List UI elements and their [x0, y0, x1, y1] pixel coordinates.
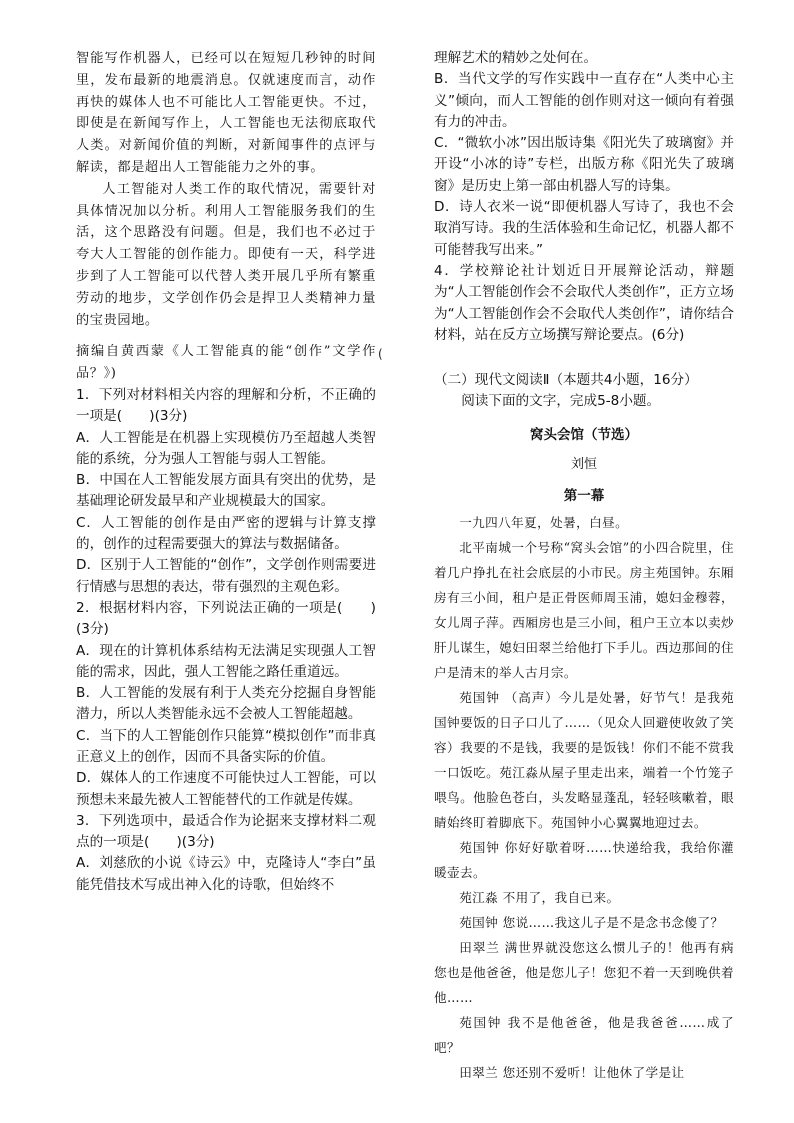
script-paragraph: 田翠兰 满世界就没您这么惯儿子的！他再有病您也是他爸爸，他是您儿子！您犯不着一天到晚供着他…… — [434, 939, 734, 1005]
question-4: 4．学校辩论社计划近日开展辩论活动，辩题为“人工智能创作会不会取代人类创作”，正方立场为“人工智能创作会不会取代人类创作”，请你结合材料，站在反方立场撰写辩论要点。(6分) — [434, 262, 734, 343]
passage-paragraph: 人工智能对人类工作的取代情况，需要针对具体情况加以分析。利用人工智能服务我们的生活，这个思路没有问题。但是，我们也不必过于夸大人工智能的创作能力。即使有一天，科学进步到了人工智能可以代替人类开展几乎所有繁重劳动的地步，文学创作仍会是捍卫人类精神力量的宝贵园地。 — [76, 181, 376, 328]
play-author: 刘恒 — [570, 456, 597, 472]
passage-paragraph: 智能写作机器人，已经可以在短短几秒钟的时间里，发布最新的地震消息。仅就速度而言，动作再快的媒体人也不可能比人工智能更快。不过，即使是在新闻写作上，人工智能也无法彻底取代人类。对新闻价值的判断，对新闻事件的点评与解读，都是超出人工智能能力之外的事。 — [76, 51, 376, 175]
left-column — [76, 48, 376, 896]
script-paragraph: 苑江淼 不用了，我自已来。 — [459, 889, 620, 905]
script-paragraph: 苑国钟 我不是他爸爸，他是我爸爸……成了吧？ — [434, 1014, 734, 1055]
play-title: 窝头会馆（节选） — [530, 426, 638, 443]
option-a: A．人工智能是在机器上实现模仿乃至超越人类智能的系统，分为强人工智能与弱人工智能。 — [76, 429, 376, 467]
option-d: D．诗人衣米一说“即便机器人写诗了，我也不会取消写诗。我的生活体验和生命记忆，机器人都不可能替我写出来。” — [434, 199, 734, 258]
script-paragraph: 田翠兰 您还别不爱听！让他休了学是让 — [459, 1064, 685, 1080]
option-a-continuation: 理解艺术的精妙之处何在。 — [434, 50, 598, 66]
option-a: A．刘慈欣的小说《诗云》中，克隆诗人“李白”虽能凭借技术写成出神入化的诗歌，但始终不 — [76, 855, 376, 893]
option-a: A．现在的计算机体系结构无法满足实现强人工智能的需求，因此，强人工智能之路任重道远。 — [76, 642, 376, 680]
question-stem: 3．下列选项中，最适合作为论据来支撑材料二观点的一项是( )(3分) — [76, 812, 376, 851]
option-b: B．人工智能的发展有利于人类充分挖掘自身智能潜力，所以人类智能永远不会被人工智能超越。 — [76, 685, 376, 723]
script-paragraph: 苑国钟 您说……我这儿子是不是念书念傻了？ — [459, 914, 724, 930]
passage-source: 摘编自黄西蒙《人工智能真的能“创作”文学作品？》) — [76, 344, 376, 382]
script-paragraph: 苑国钟 （高声）今儿是处暑，好节气！是我苑国钟要饭的日子口儿了……（见众人回避使收敛了笑容）我要的不是钱，我要的是饭钱！你们不能不赏我一口饭吃。苑江淼从屋子里走出来，端着一个竹笼子喂鸟。他脸色苍白，头发略显蓬乱，轻轻咳嗽着，眼睛始终盯着脚底下。苑国钟小心翼翼地迎过去。 — [434, 689, 734, 830]
option-c: C．人工智能的创作是由严密的逻辑与计算支撑的，创作的过程需要强大的算法与数据储备。 — [76, 514, 376, 553]
option-b: B．中国在人工智能发展方面具有突出的优势，是基础理论研发最早和产业规模最大的国家。 — [76, 472, 376, 510]
option-c: C．当下的人工智能创作只能算“模拟创作”而非真正意义上的创作，因而不具备实际的价值。 — [76, 727, 376, 765]
question-stem: 2．根据材料内容，下列说法正确的一项是( )(3分) — [76, 599, 376, 638]
option-c: C．“微软小冰”因出版诗集《阳光失了玻璃窗》并开设“小冰的诗”专栏，出版方称《阳光失了玻璃窗》是历史上第一部由机器人写的诗集。 — [434, 135, 734, 194]
stray-mark: ( — [378, 347, 383, 361]
question-stem: 1．下列对材料相关内容的理解和分析，不正确的一项是( )(3分) — [76, 386, 376, 425]
section-header: （二）现代文阅读Ⅱ（本题共4小题，16分） — [434, 372, 698, 389]
option-d: D．区别于人工智能的“创作”，文学创作则需要进行情感与思想的表达，带有强烈的主观色彩。 — [76, 557, 376, 595]
section-instruction: 阅读下面的文字，完成5-8小题。 — [461, 393, 661, 410]
option-b: B．当代文学的写作实践中一直存在“人类中心主义”倾向，而人工智能的创作则对这一倾向有着强有力的冲击。 — [434, 71, 734, 130]
act-heading: 第一幕 — [563, 487, 605, 504]
script-paragraph: 苑国钟 你好好歇着呀……快递给我，我给你灌暖壶去。 — [434, 839, 734, 880]
option-d: D．媒体人的工作速度不可能快过人工智能，可以预想未来最先被人工智能替代的工作就是传媒。 — [76, 770, 376, 808]
script-paragraph: 北平南城一个号称“窝头会馆”的小四合院里，住着几户挣扎在社会底层的小市民。房主苑国钟。东厢房有三小间，租户是正骨医师周玉浦，媳妇金穆蓉，女儿周子萍。西厢房也是三小间，租户王立本以卖炒肝儿谋生，媳妇田翠兰给他打下手儿。西边那间的住户是清末的举人古月宗。 — [434, 539, 734, 680]
right-column — [434, 48, 734, 1085]
script-paragraph: 一九四八年夏，处暑，白昼。 — [459, 514, 629, 530]
